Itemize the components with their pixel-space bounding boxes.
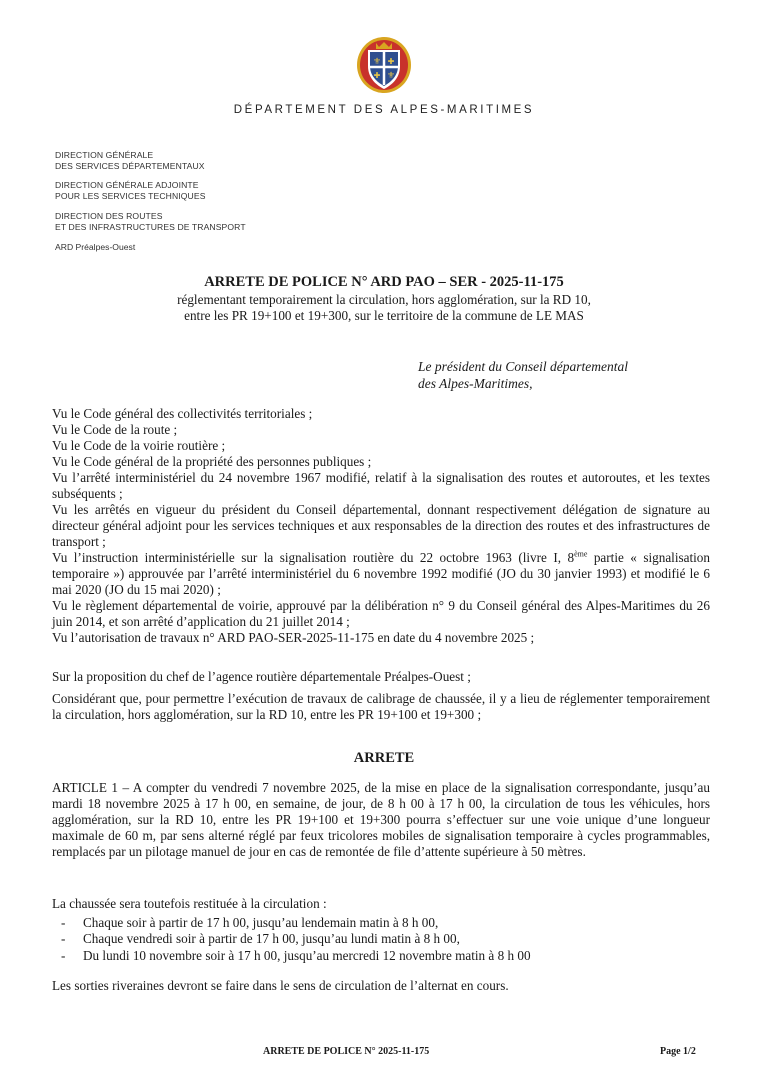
- direction-routes: DIRECTION DES ROUTES ET DES INFRASTRUCTURES DE TRANSPORT: [55, 211, 246, 232]
- list-item: - Chaque soir à partir de 17 h 00, jusqu’au lendemain matin à 8 h 00,: [61, 915, 439, 930]
- direction-generale-adjointe: DIRECTION GÉNÉRALE ADJOINTE POUR LES SERVICES TECHNIQUES: [55, 180, 206, 201]
- svg-text:✚: ✚: [387, 57, 395, 66]
- restitution-list: [52, 915, 712, 964]
- page-number: Page 1/2: [660, 1046, 696, 1057]
- visa-line: Vu le règlement départemental de voirie, approuvé par la délibération n° 9 du Conseil général des Alpes-Maritimes du 26 juin 2014, et son arrêté d’application du 21 juillet 2014 ;: [52, 598, 710, 629]
- agency-name: ARD Préalpes-Ouest: [55, 242, 136, 252]
- visa-line: Vu le Code de la route ;: [52, 422, 178, 437]
- visa-line: Vu les arrêtés en vigueur du président du Conseil départemental, donnant respectivement délégation de signature au directeur général adjoint pour les services techniques et aux responsables de la direction des routes et des infrastructures de transport ;: [52, 502, 710, 549]
- proposition: Sur la proposition du chef de l’agence routière départementale Préalpes-Ouest ;: [52, 669, 471, 684]
- footer-title: ARRETE DE POLICE N° 2025-11-175: [263, 1046, 430, 1057]
- arrete-heading: ARRETE: [353, 750, 415, 766]
- svg-text:⚜: ⚜: [386, 71, 396, 81]
- visa-line: Vu l’arrêté interministériel du 24 novembre 1967 modifié, relatif à la signalisation des routes et autoroutes, et les textes subséquents ;: [52, 470, 710, 501]
- president-signature-intro: Le président du Conseil départemental des Alpes-Maritimes,: [418, 359, 628, 391]
- visa-line: Vu l’autorisation de travaux n° ARD PAO-SER-2025-11-175 en date du 4 novembre 2025 ;: [52, 630, 535, 645]
- visa-instruction: Vu l’instruction interministérielle sur la signalisation routière du 22 octobre 1963 (livre I, 8ème partie « signalisation temporaire ») approuvée par l’arrêté interministériel du 6 novembre 1992 modifié (JO du 30 janvier 1993) et modifié le 6 mai 2020 (JO du 15 mai 2020) ;: [52, 549, 710, 597]
- visas-block: [52, 406, 710, 646]
- document-title: ARRETE DE POLICE N° ARD PAO – SER - 2025-11-175: [204, 274, 564, 290]
- restitution-intro: La chaussée sera toutefois restituée à la circulation :: [52, 896, 327, 911]
- svg-text:✚: ✚: [373, 71, 381, 80]
- department-name: DÉPARTEMENT DES ALPES-MARITIMES: [233, 104, 535, 116]
- list-item: - Du lundi 10 novembre soir à 17 h 00, jusqu’au mercredi 12 novembre matin à 8 h 00: [61, 947, 531, 963]
- visa-line: Vu le Code général des collectivités territoriales ;: [52, 406, 313, 421]
- list-item: - Chaque vendredi soir à partir de 17 h 00, jusqu’au lundi matin à 8 h 00,: [61, 931, 460, 947]
- sorties-riveraines: Les sorties riveraines devront se faire dans le sens de circulation de l’alternat en cours.: [52, 978, 509, 993]
- direction-generale: DIRECTION GÉNÉRALE DES SERVICES DÉPARTEMENTAUX: [55, 150, 205, 171]
- document-subtitle: réglementant temporairement la circulation, hors agglomération, sur la RD 10, entre les PR 19+100 et 19+300, sur le territoire de la commune de LE MAS: [177, 292, 591, 323]
- svg-text:⚜: ⚜: [372, 57, 382, 67]
- considerant: Considérant que, pour permettre l’exécution de travaux de calibrage de chaussée, il y a lieu de réglementer temporairement la circulation, hors agglomération, sur la RD 10, entre les PR 19+100 et 19+300 ;: [52, 691, 710, 722]
- visa-line: Vu le Code général de la propriété des personnes publiques ;: [52, 454, 372, 469]
- department-coat-of-arms-icon: [354, 34, 414, 94]
- article-1: ARTICLE 1 – A compter du vendredi 7 novembre 2025, de la mise en place de la signalisation correspondante, jusqu’au mardi 18 novembre 2025 à 17 h 00, en semaine, de jour, de 8 h 00 à 17 h 00, la circulation de tous les véhicules, hors agglomération, sur la RD 10, entre les PR 19+100 et 19+300 pourra s’effectuer sur une voie unique d’une longueur maximale de 60 m, par sens alterné réglé par feux tricolores mobiles de signalisation temporaire à cycles programmables, remplacés par un pilotage manuel de jour en cas de remontée de file d’attente supérieure à 50 mètres.: [52, 780, 710, 859]
- visa-line: Vu le Code de la voirie routière ;: [52, 438, 226, 453]
